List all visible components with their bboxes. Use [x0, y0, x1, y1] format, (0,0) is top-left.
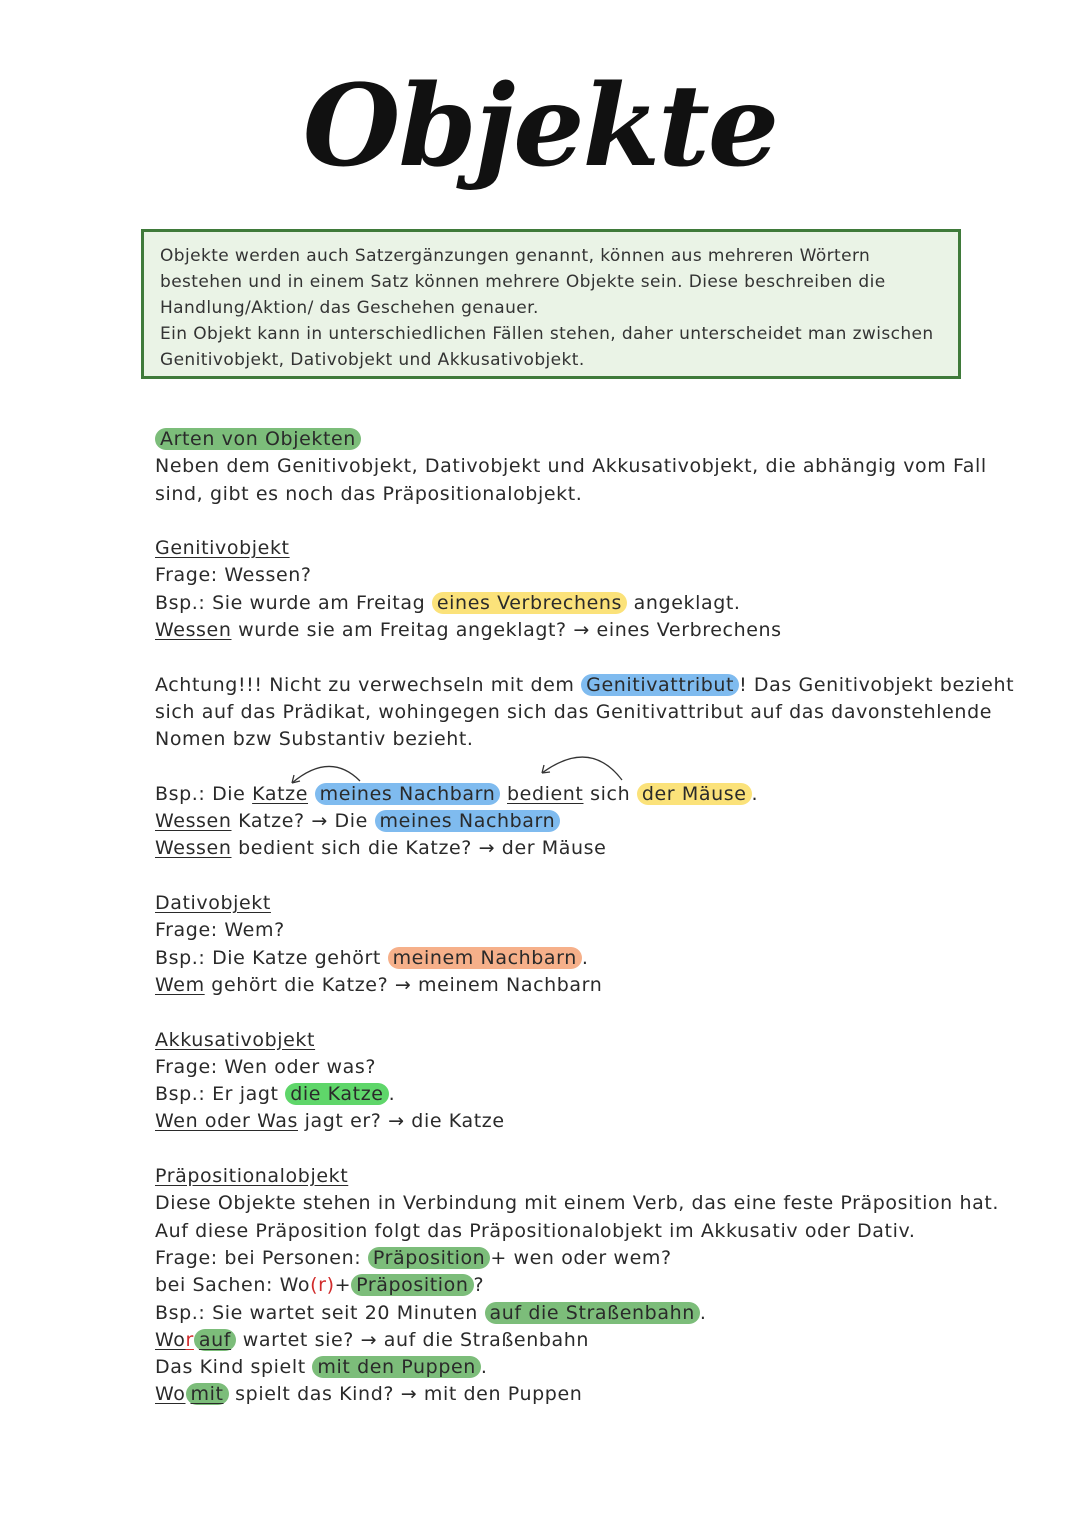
praep-sachen: bei Sachen: Wo(r)+ Präposition ? — [155, 1274, 485, 1297]
praep-heading: Präpositionalobjekt — [155, 1165, 349, 1188]
page-title: Objekte — [302, 61, 778, 192]
praeposition-highlight: Präposition — [368, 1247, 490, 1269]
intro-line: Genitivobjekt, Dativobjekt und Akkusativobjekt. — [160, 350, 585, 370]
dativ-heading: Dativobjekt — [155, 892, 271, 915]
dativ-example: Bsp.: Die Katze gehört meinem Nachbarn . — [155, 946, 589, 969]
akkusativ-object-highlight: die Katze — [285, 1083, 388, 1105]
praeposition-highlight: Präposition — [351, 1274, 473, 1296]
genitiv-heading: Genitivobjekt — [155, 537, 290, 560]
content — [155, 426, 1035, 1409]
genitiv-question: Wessen wurde sie am Freitag angeklagt? → eines Verbrechens — [155, 619, 782, 642]
genitiv-example: Bsp.: Sie wurde am Freitag eines Verbrechens angeklagt. — [155, 591, 741, 614]
attribute-highlight: meines Nachbarn — [375, 810, 561, 832]
praep-text-1: Diese Objekte stehen in Verbindung mit einem Verb, das eine feste Präposition hat. — [155, 1192, 1000, 1215]
intro-line: bestehen und in einem Satz können mehrere Objekte sein. Diese beschreiben die — [160, 272, 886, 292]
praep-object-highlight: auf die Straßenbahn — [485, 1302, 700, 1324]
praep-question-2: Wo mit spielt das Kind? → mit den Puppen — [155, 1383, 583, 1406]
praep-question-1: Wor auf wartet sie? → auf die Straßenbahn — [155, 1328, 590, 1351]
praep-object-highlight: mit den Puppen — [312, 1356, 481, 1378]
intro-line: Ein Objekt kann in unterschiedlichen Fällen stehen, daher unterscheidet man zwischen — [160, 324, 934, 344]
praep-example-2: Das Kind spielt mit den Puppen . — [155, 1356, 488, 1379]
section-arten-heading — [155, 426, 1035, 453]
dativ-frage: Frage: Wem? — [155, 919, 285, 942]
genitivattribut-highlight: Genitivattribut — [581, 674, 739, 696]
praep-example-1: Bsp.: Sie wartet seit 20 Minuten auf die Straßenbahn . — [155, 1301, 707, 1324]
attribute-highlight: meines Nachbarn — [315, 783, 501, 805]
genitiv-frage: Frage: Wessen? — [155, 564, 312, 587]
dativ-object-highlight: meinem Nachbarn — [388, 947, 582, 969]
object-highlight: der Mäuse — [637, 783, 752, 805]
achtung-question-1: Wessen Katze? → Die meines Nachbarn — [155, 808, 1035, 835]
intro-line: Objekte werden auch Satzergänzungen genannt, können aus mehreren Wörtern — [160, 246, 871, 266]
genitiv-object-highlight: eines Verbrechens — [432, 592, 627, 614]
achtung-example: Bsp.: Die Katze meines Nachbarn bedient sich der Mäuse . — [155, 782, 759, 805]
akkusativ-frage: Frage: Wen oder was? — [155, 1055, 377, 1078]
akkusativ-question: Wen oder Was jagt er? → die Katze — [155, 1110, 505, 1133]
achtung-question-2: Wessen bedient sich die Katze? → der Mäuse — [155, 837, 607, 860]
akkusativ-heading: Akkusativobjekt — [155, 1028, 316, 1051]
praep-frage: Frage: bei Personen: Präposition + wen oder wem? — [155, 1246, 672, 1269]
intro-line: Handlung/Aktion/ das Geschehen genauer. — [160, 298, 539, 318]
achtung-note: Achtung!!! Nicht zu verwechseln mit dem Genitivattribut ! Das Genitivobjekt bezieht sich auf das Prädikat, wohingegen sich das Genitivattribut auf das davonstehlende Nomen bzw Substantiv bezieht. — [155, 673, 1015, 751]
akkusativ-example: Bsp.: Er jagt die Katze . — [155, 1083, 396, 1106]
heading-highlight: Arten von Objekten — [155, 428, 361, 450]
arten-text: Neben dem Genitivobjekt, Dativobjekt und Akkusativobjekt, die abhängig vom Fall sind, gibt es noch das Präpositionalobjekt. — [155, 455, 987, 505]
praep-text-2: Auf diese Präposition folgt das Präpositionalobjekt im Akkusativ oder Dativ. — [155, 1219, 916, 1242]
dativ-question: Wem gehört die Katze? → meinem Nachbarn — [155, 973, 603, 996]
intro-box — [141, 229, 961, 379]
